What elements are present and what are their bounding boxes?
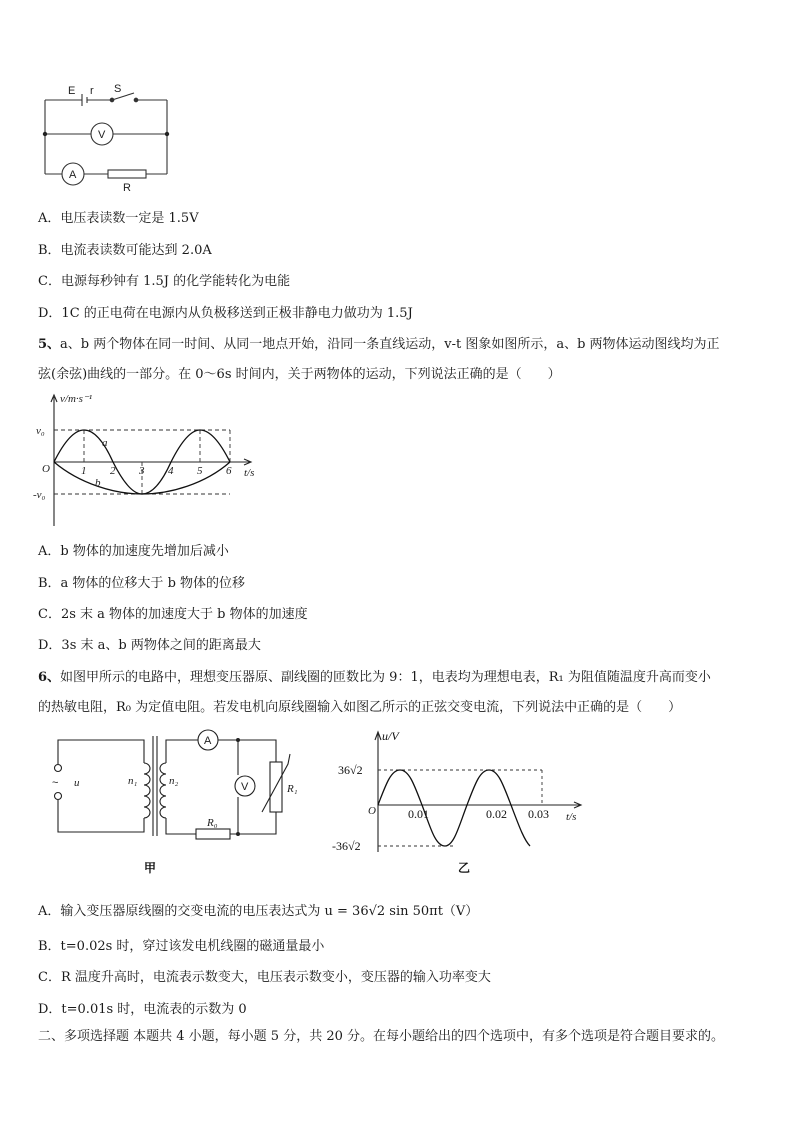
q6-option-c: C．R 温度升高时，电流表示数变大，电压表示数变小，变压器的输入功率变大 <box>38 970 491 985</box>
battery-label-r: r <box>90 85 94 97</box>
resistor-label: R <box>123 182 131 194</box>
q5-tick-5: 5 <box>197 465 203 477</box>
q6-transformer-circuit <box>40 728 310 878</box>
q5-tick-1: 1 <box>81 465 87 477</box>
q6-fig-jia-caption: 甲 <box>144 861 157 875</box>
q5-v0-label: v₀ <box>36 425 45 437</box>
q6-n1-label: n₁ <box>128 775 138 787</box>
q6-number: 6、 <box>38 670 61 685</box>
q5-option-c: C．2s 末 a 物体的加速度大于 b 物体的加速度 <box>38 607 308 622</box>
q6-u-label: u <box>74 777 80 789</box>
switch-label: S <box>114 83 122 95</box>
q5-vt-graph <box>30 392 270 530</box>
q5-option-b: B．a 物体的位移大于 b 物体的位移 <box>38 576 246 591</box>
q5-stem-text1: a、b 两个物体在同一时间、从同一地点开始，沿同一条直线运动，v-t 图象如图所示，a、b 两物体运动图线均为正 <box>60 337 720 352</box>
q6-yi-tick-003: 0.03 <box>528 807 549 821</box>
q5-stem-line1 <box>38 333 720 352</box>
voltmeter-label: V <box>98 129 106 141</box>
q6-yi-origin: O <box>368 805 376 817</box>
q5-xlabel: t/s <box>244 467 255 479</box>
q5-option-a: A．b 物体的加速度先增加后减小 <box>38 544 229 559</box>
q6-stem-line2: 的热敏电阻，R₀ 为定值电阻。若发电机向原线圈输入如图乙所示的正弦交变电流，下列说法中正确的是（ ） <box>38 700 682 715</box>
q5-origin: O <box>42 463 50 475</box>
q6-option-d: D．t=0.01s 时，电流表的示数为 0 <box>38 1002 247 1017</box>
q6-yi-xlabel: t/s <box>566 811 577 823</box>
q6-fig-yi-caption: 乙 <box>458 861 471 875</box>
q6-r1-label: R₁ <box>287 783 298 795</box>
q6-voltmeter-label: V <box>241 781 249 793</box>
q6-yi-peak: 36√2 <box>338 763 363 777</box>
q6-option-a: A．输入变压器原线圈的交变电流的电压表达式为 u = 36√2 sin 50πt（V） <box>38 904 479 919</box>
q5-number: 5、 <box>38 337 61 352</box>
q4-option-a: A．电压表读数一定是 1.5V <box>38 211 199 226</box>
q6-sine-curve <box>378 770 530 846</box>
q6-n2-label: n₂ <box>169 775 179 787</box>
q5-stem-line2: 弦(余弦)曲线的一部分。在 0～6s 时间内，关于两物体的运动，下列说法正确的是（ ） <box>38 367 561 382</box>
q6-ammeter-label: A <box>204 735 212 747</box>
q4-option-c: C．电源每秒钟有 1.5J 的化学能转化为电能 <box>38 274 291 289</box>
ammeter-label: A <box>69 169 77 181</box>
q4-option-b: B．电流表读数可能达到 2.0A <box>38 243 212 258</box>
q6-r0-label: R₀ <box>207 817 218 829</box>
section-2-heading: 二、多项选择题 本题共 4 小题，每小题 5 分，共 20 分。在每小题给出的四个选项中，有多个选项是符合题目要求的。 <box>38 1029 725 1044</box>
q6-yi-tick-001: 0.01 <box>408 807 429 821</box>
q5-ylabel: v/m·s⁻¹ <box>60 393 93 405</box>
q5-tick-2: 2 <box>110 465 116 477</box>
q5-curve-b-label: b <box>95 477 101 489</box>
q6-yi-ylabel: u/V <box>382 729 399 743</box>
q5-neg-v0-label: -v₀ <box>33 489 46 501</box>
q6-option-b: B．t=0.02s 时，穿过该发电机线圈的磁通量最小 <box>38 939 325 954</box>
q6-stem-text1: 如图甲所示的电路中，理想变压器原、副线圈的匝数比为 9：1，电表均为理想电表，R₁ 为阻值随温度升高而变小 <box>60 670 711 685</box>
battery-label-e: E <box>68 85 76 97</box>
q4-circuit-diagram <box>38 84 178 192</box>
q6-yi-tick-002: 0.02 <box>486 807 507 821</box>
q5-option-d: D．3s 末 a、b 两物体之间的距离最大 <box>38 638 261 653</box>
q6-ut-graph <box>330 728 590 878</box>
q5-tick-6: 6 <box>226 465 232 477</box>
q5-tick-3: 3 <box>139 465 145 477</box>
ac-source-symbol: ~ <box>52 777 59 789</box>
q5-tick-4: 4 <box>168 465 174 477</box>
q6-yi-neg-peak: -36√2 <box>332 839 361 853</box>
q5-curve-a-label: a <box>102 437 108 449</box>
q4-option-d: D．1C 的正电荷在电源内从负极移送到正极非静电力做功为 1.5J <box>38 306 413 321</box>
q6-stem-line1 <box>38 666 711 685</box>
